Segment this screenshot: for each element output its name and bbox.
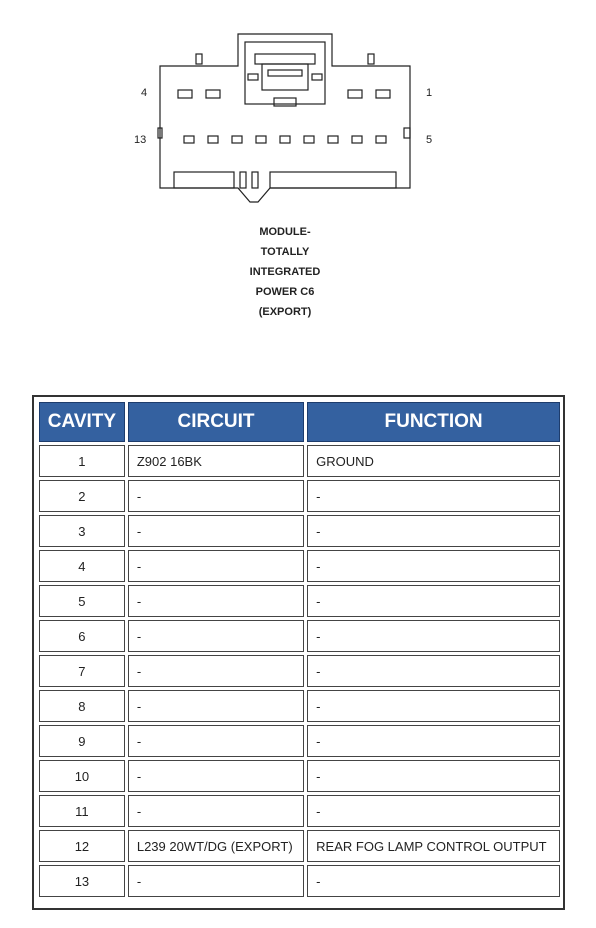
circuit-cell: -	[128, 515, 304, 547]
caption-line: (EXPORT)	[258, 306, 312, 318]
cavity-4	[178, 90, 192, 98]
function-cell: -	[307, 515, 560, 547]
cavity-cell: 10	[39, 760, 125, 792]
function-cell: -	[307, 655, 560, 687]
table-row	[39, 480, 560, 512]
cavity-cell: 4	[39, 550, 125, 582]
pin-label-bottom-right: 5	[426, 134, 433, 146]
table-row	[39, 620, 560, 652]
pin-label-top-right: 1	[426, 87, 433, 99]
key-slot-2	[252, 172, 258, 188]
function-cell: -	[307, 550, 560, 582]
table-row	[39, 585, 560, 617]
circuit-cell: -	[128, 550, 304, 582]
circuit-cell: -	[128, 620, 304, 652]
table-row	[39, 760, 560, 792]
top-tab-right	[368, 54, 374, 64]
side-tab-right	[404, 128, 410, 138]
table-row	[39, 655, 560, 687]
table-header-row	[39, 402, 560, 442]
cavity-cell: 13	[39, 865, 125, 897]
table-row	[39, 445, 560, 477]
circuit-cell: Z902 16BK	[128, 445, 304, 477]
function-cell: GROUND	[307, 445, 560, 477]
circuit-cell: -	[128, 690, 304, 722]
function-cell: -	[307, 480, 560, 512]
latch-side-left	[248, 74, 258, 80]
table-row	[39, 690, 560, 722]
function-cell: -	[307, 725, 560, 757]
table-row	[39, 725, 560, 757]
circuit-cell: -	[128, 480, 304, 512]
function-cell: -	[307, 585, 560, 617]
latch-side-right	[312, 74, 322, 80]
connector-diagram	[0, 0, 596, 215]
pinout-table	[36, 399, 563, 900]
function-cell: -	[307, 795, 560, 827]
caption-line: TOTALLY	[260, 246, 310, 258]
cavity-9	[280, 136, 290, 143]
pin-label-bottom-left: 13	[134, 134, 147, 146]
table-row	[39, 795, 560, 827]
cavity-cell: 9	[39, 725, 125, 757]
table-row	[39, 550, 560, 582]
table-row	[39, 515, 560, 547]
function-cell: -	[307, 760, 560, 792]
circuit-cell: -	[128, 725, 304, 757]
cavity-6	[352, 136, 362, 143]
cavity-2	[348, 90, 362, 98]
top-tab-left	[196, 54, 202, 64]
table-row	[39, 830, 560, 862]
function-cell: -	[307, 620, 560, 652]
circuit-cell: -	[128, 795, 304, 827]
caption-line: INTEGRATED	[249, 266, 321, 278]
pin-label-top-left: 4	[141, 87, 148, 99]
cavity-7	[328, 136, 338, 143]
column-header-cavity: CAVITY	[39, 402, 125, 442]
latch-hood	[245, 42, 325, 104]
function-cell: -	[307, 865, 560, 897]
latch-tab	[274, 98, 296, 106]
cavity-cell: 7	[39, 655, 125, 687]
function-cell: REAR FOG LAMP CONTROL OUTPUT	[307, 830, 560, 862]
circuit-cell: -	[128, 585, 304, 617]
cavity-1	[376, 90, 390, 98]
key-ridge-left	[174, 172, 234, 188]
cavity-12	[208, 136, 218, 143]
function-cell: -	[307, 690, 560, 722]
cavity-cell: 6	[39, 620, 125, 652]
cavity-5	[376, 136, 386, 143]
cavity-cell: 5	[39, 585, 125, 617]
caption-line: POWER C6	[255, 286, 315, 298]
cavity-cell: 11	[39, 795, 125, 827]
key-slot-1	[240, 172, 246, 188]
cavity-cell: 2	[39, 480, 125, 512]
cavity-11	[232, 136, 242, 143]
connector-caption	[185, 222, 385, 322]
cavity-8	[304, 136, 314, 143]
pinout-table-frame	[32, 395, 565, 910]
latch-center	[262, 64, 308, 90]
cavity-cell: 3	[39, 515, 125, 547]
circuit-cell: -	[128, 655, 304, 687]
latch-inner	[255, 54, 315, 64]
cavity-10	[256, 136, 266, 143]
circuit-cell: -	[128, 760, 304, 792]
column-header-function: FUNCTION	[307, 402, 560, 442]
column-header-circuit: CIRCUIT	[128, 402, 304, 442]
caption-line: MODULE-	[259, 226, 311, 238]
table-row	[39, 865, 560, 897]
circuit-cell: L239 20WT/DG (EXPORT)	[128, 830, 304, 862]
key-ridge-right	[270, 172, 396, 188]
latch-slot	[268, 70, 302, 76]
cavity-cell: 8	[39, 690, 125, 722]
connector-body-outline	[160, 34, 410, 202]
cavity-cell: 12	[39, 830, 125, 862]
cavity-3	[206, 90, 220, 98]
cavity-13	[184, 136, 194, 143]
circuit-cell: -	[128, 865, 304, 897]
cavity-cell: 1	[39, 445, 125, 477]
